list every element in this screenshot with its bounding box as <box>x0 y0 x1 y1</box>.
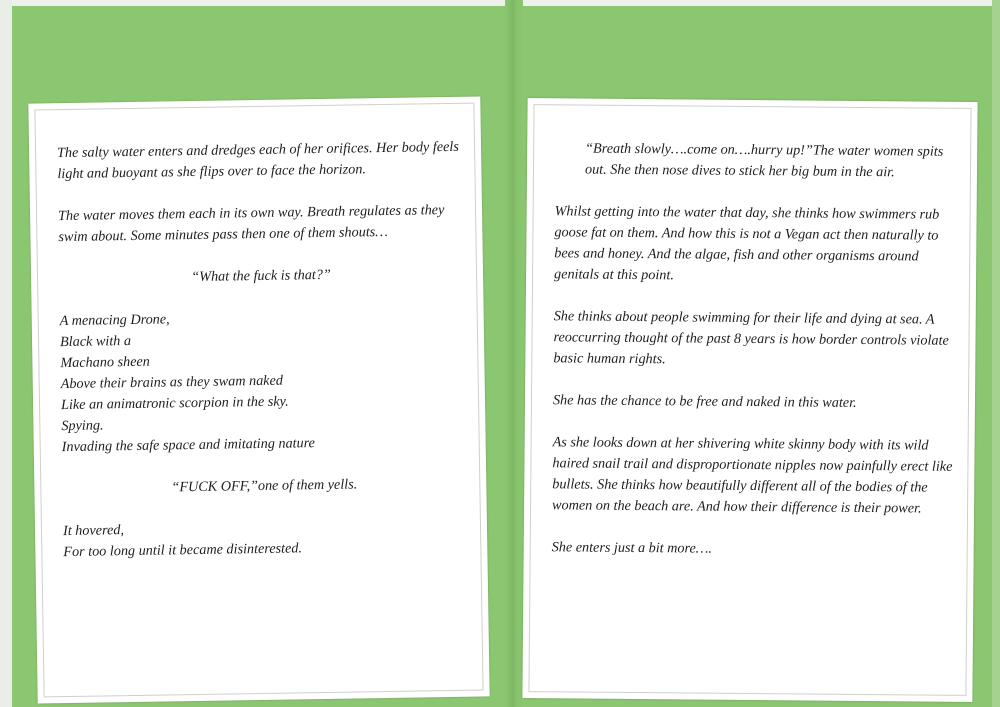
right-paragraph-4: She has the chance to be free and naked in this water. <box>552 392 857 411</box>
poem-line: Machano sheen <box>60 353 150 372</box>
right-paragraph-6: She enters just a bit more…. <box>551 539 713 557</box>
left-quote-2: “FUCK OFF,”one of them yells. <box>171 476 358 496</box>
closing-lines <box>63 515 468 563</box>
left-paragraph-1: The salty water enters and dredges each of her orifices. Her body feels light and buoyant as she flips over to face the horizon. <box>56 138 459 183</box>
book-spine <box>505 0 523 707</box>
scan-left-edge <box>0 0 12 707</box>
poem-line: Invading the safe space and imitating nature <box>61 435 316 456</box>
right-paragraph-1: “Breath slowly….come on….hurry up!”The water women spits out. She then nose dives to stick her big bum in the air. <box>584 140 944 181</box>
closing-line: It hovered, <box>62 522 125 540</box>
scan-top-edge <box>0 0 1000 6</box>
poem-line: A menacing Drone, <box>59 311 170 330</box>
right-page-text <box>551 138 957 582</box>
right-paragraph-5: As she looks down at her shivering white skinny body with its wild haired snail trail and disproportionate nipples now painfully erect like bullets. She thinks how beautifully different all of the bodies of the women on the beach are. And how their difference is their power. <box>552 434 953 517</box>
left-paragraph-2: The water moves them each in its own way. Breath regulates as they swim about. Some minutes pass then one of them shouts… <box>57 202 445 246</box>
poem <box>60 305 466 458</box>
poem-line: Spying. <box>61 417 104 435</box>
poem-line: Like an animatronic scorpion in the sky. <box>60 393 289 414</box>
closing-line: For too long until it became disinterested. <box>63 540 303 561</box>
right-paragraph-2: Whilst getting into the water that day, she thinks how swimmers rub goose fat on them. And how this is not a Vegan act then naturally to bees and honey. And the algae, fish and other organisms around genitals at this point. <box>554 203 940 284</box>
scan-right-edge <box>992 0 1000 707</box>
left-page-text <box>57 137 468 584</box>
poem-line: Above their brains as they swam naked <box>60 372 284 393</box>
left-page <box>28 96 489 703</box>
poem-line: Black with a <box>59 333 132 351</box>
right-paragraph-3: She thinks about people swimming for their life and dying at sea. A reoccurring thought of the past 8 years is how border controls violate basic human rights. <box>553 308 949 368</box>
right-page <box>522 98 977 702</box>
left-quote-1: “What the fuck is that?” <box>191 266 331 286</box>
